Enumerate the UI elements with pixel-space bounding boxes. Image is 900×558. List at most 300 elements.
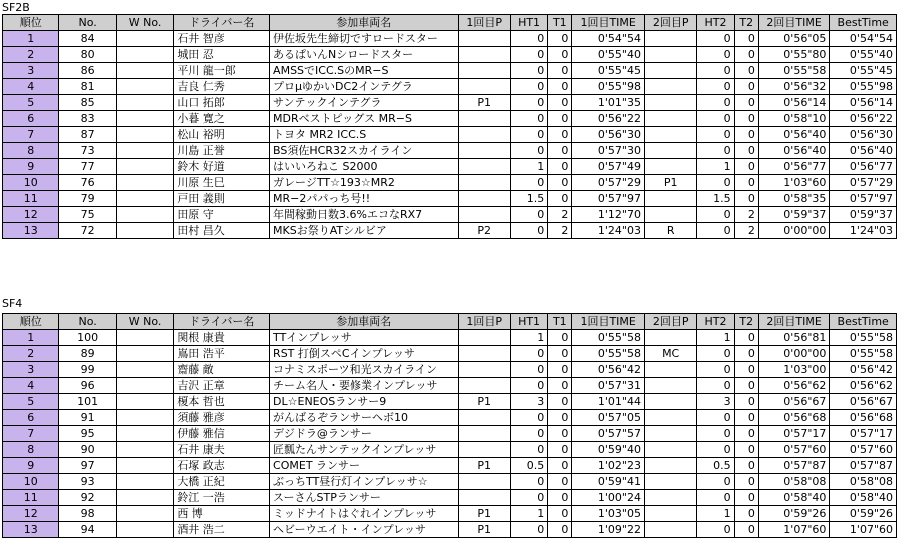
car-name-cell: ミッドナイトはぐれインプレッサ (270, 506, 458, 522)
w-number-cell (116, 378, 173, 394)
p2-cell (644, 31, 696, 47)
header-p1: 1回目P (458, 15, 510, 31)
t1-cell: 2 (548, 207, 572, 223)
t1-cell: 0 (548, 346, 572, 362)
t1-cell: 0 (548, 31, 572, 47)
driver-name-cell: 榎本 哲也 (174, 394, 270, 410)
number-cell: 97 (59, 458, 116, 474)
time1-cell: 0'56"22 (572, 111, 645, 127)
table-row (3, 378, 897, 394)
w-number-cell (116, 159, 173, 175)
rank-cell: 3 (3, 63, 59, 79)
number-cell: 100 (59, 330, 116, 346)
car-name-cell: DL☆ENEOSランサー9 (270, 394, 458, 410)
table-row (3, 191, 897, 207)
car-name-cell: デジドラ@ランサー (270, 426, 458, 442)
w-number-cell (116, 223, 173, 239)
p2-cell (644, 378, 696, 394)
t2-cell: 0 (734, 79, 758, 95)
t1-cell: 0 (548, 127, 572, 143)
p1-cell (458, 426, 510, 442)
ht1-cell: 3 (510, 394, 547, 410)
p1-cell: P1 (458, 522, 510, 538)
ht1-cell: 1 (510, 506, 547, 522)
time2-cell: 0'57"60 (758, 442, 830, 458)
p2-cell (644, 95, 696, 111)
header-t2: T2 (734, 314, 758, 330)
header-row (3, 15, 897, 31)
number-cell: 101 (59, 394, 116, 410)
t2-cell: 0 (734, 63, 758, 79)
p2-cell (644, 47, 696, 63)
p1-cell (458, 207, 510, 223)
time1-cell: 0'55"58 (572, 346, 645, 362)
p2-cell (644, 490, 696, 506)
time1-cell: 0'57"57 (572, 426, 645, 442)
driver-name-cell: 齋藤 敵 (174, 362, 270, 378)
time1-cell: 0'57"97 (572, 191, 645, 207)
p1-cell (458, 127, 510, 143)
ht2-cell: 0 (697, 223, 734, 239)
best-time-cell: 0'56"68 (830, 410, 897, 426)
t2-cell: 0 (734, 426, 758, 442)
w-number-cell (116, 143, 173, 159)
ht2-cell: 1.5 (697, 191, 734, 207)
results-table-sf2b (2, 14, 897, 239)
t1-cell: 0 (548, 362, 572, 378)
t2-cell: 0 (734, 410, 758, 426)
header-w-number: W No. (116, 314, 173, 330)
w-number-cell (116, 458, 173, 474)
best-time-cell: 0'56"77 (830, 159, 897, 175)
t2-cell: 0 (734, 111, 758, 127)
table-row (3, 362, 897, 378)
number-cell: 95 (59, 426, 116, 442)
number-cell: 89 (59, 346, 116, 362)
ht1-cell: 0 (510, 143, 547, 159)
p1-cell (458, 378, 510, 394)
p2-cell (644, 394, 696, 410)
driver-name-cell: 嶌田 浩平 (174, 346, 270, 362)
header-t1: T1 (548, 314, 572, 330)
p1-cell (458, 442, 510, 458)
time2-cell: 0'56"77 (758, 159, 830, 175)
t1-cell: 2 (548, 223, 572, 239)
p2-cell (644, 330, 696, 346)
table-row (3, 330, 897, 346)
t1-cell: 0 (548, 47, 572, 63)
t1-cell: 0 (548, 426, 572, 442)
ht1-cell: 0 (510, 175, 547, 191)
ht1-cell: 0.5 (510, 458, 547, 474)
ht2-cell: 0 (697, 143, 734, 159)
rank-cell: 8 (3, 143, 59, 159)
t2-cell: 0 (734, 506, 758, 522)
driver-name-cell: 戸田 義則 (174, 191, 270, 207)
p1-cell: P1 (458, 394, 510, 410)
time2-cell: 0'58"35 (758, 191, 830, 207)
number-cell: 96 (59, 378, 116, 394)
number-cell: 75 (59, 207, 116, 223)
table-row (3, 207, 897, 223)
ht1-cell: 0 (510, 474, 547, 490)
ht2-cell: 0 (697, 111, 734, 127)
car-name-cell: MKSお祭りATシルビア (270, 223, 458, 239)
best-time-cell: 1'24"03 (830, 223, 897, 239)
t1-cell: 0 (548, 63, 572, 79)
ht1-cell: 0 (510, 79, 547, 95)
p2-cell (644, 127, 696, 143)
car-name-cell: はいいろねこ S2000 (270, 159, 458, 175)
number-cell: 92 (59, 490, 116, 506)
results-table-sf4 (2, 313, 897, 538)
table-row (3, 346, 897, 362)
best-time-cell: 0'59"26 (830, 506, 897, 522)
time1-cell: 0'57"31 (572, 378, 645, 394)
p1-cell (458, 490, 510, 506)
p1-cell (458, 346, 510, 362)
best-time-cell: 0'58"08 (830, 474, 897, 490)
number-cell: 73 (59, 143, 116, 159)
w-number-cell (116, 394, 173, 410)
time1-cell: 0'55"40 (572, 47, 645, 63)
best-time-cell: 0'57"17 (830, 426, 897, 442)
best-time-cell: 0'58"40 (830, 490, 897, 506)
t1-cell: 0 (548, 458, 572, 474)
header-best-time: BestTime (830, 314, 897, 330)
rank-cell: 13 (3, 223, 59, 239)
rank-cell: 4 (3, 378, 59, 394)
p1-cell: P1 (458, 95, 510, 111)
ht1-cell: 0 (510, 63, 547, 79)
time1-cell: 0'55"45 (572, 63, 645, 79)
car-name-cell: サンテックインテグラ (270, 95, 458, 111)
time1-cell: 0'56"42 (572, 362, 645, 378)
table-row (3, 410, 897, 426)
header-car-name: 参加車両名 (270, 15, 458, 31)
driver-name-cell: 平川 龍一郎 (174, 63, 270, 79)
driver-name-cell: 須藤 雅彦 (174, 410, 270, 426)
ht2-cell: 0 (697, 410, 734, 426)
ht2-cell: 0 (697, 442, 734, 458)
rank-cell: 3 (3, 362, 59, 378)
time2-cell: 0'56"62 (758, 378, 830, 394)
p1-cell (458, 63, 510, 79)
driver-name-cell: 石井 智彦 (174, 31, 270, 47)
header-rank: 順位 (3, 314, 59, 330)
t2-cell: 0 (734, 474, 758, 490)
ht1-cell: 0 (510, 127, 547, 143)
best-time-cell: 0'55"45 (830, 63, 897, 79)
w-number-cell (116, 346, 173, 362)
p2-cell (644, 458, 696, 474)
ht1-cell: 1 (510, 159, 547, 175)
table-row (3, 127, 897, 143)
time2-cell: 0'58"10 (758, 111, 830, 127)
time2-cell: 1'03"00 (758, 362, 830, 378)
t1-cell: 0 (548, 394, 572, 410)
car-name-cell: トヨタ MR2 ICC.S (270, 127, 458, 143)
ht2-cell: 0 (697, 31, 734, 47)
t2-cell: 0 (734, 362, 758, 378)
table-row (3, 490, 897, 506)
table-row (3, 458, 897, 474)
table-row (3, 31, 897, 47)
time1-cell: 0'54"54 (572, 31, 645, 47)
best-time-cell: 0'54"54 (830, 31, 897, 47)
p1-cell (458, 474, 510, 490)
table-row (3, 159, 897, 175)
time1-cell: 0'55"98 (572, 79, 645, 95)
number-cell: 84 (59, 31, 116, 47)
w-number-cell (116, 506, 173, 522)
p2-cell (644, 111, 696, 127)
rank-cell: 6 (3, 410, 59, 426)
w-number-cell (116, 330, 173, 346)
w-number-cell (116, 207, 173, 223)
ht1-cell: 1.5 (510, 191, 547, 207)
number-cell: 72 (59, 223, 116, 239)
time1-cell: 0'59"41 (572, 474, 645, 490)
driver-name-cell: 山口 拓郎 (174, 95, 270, 111)
w-number-cell (116, 426, 173, 442)
header-p2: 2回目P (644, 314, 696, 330)
t1-cell: 0 (548, 159, 572, 175)
header-p1: 1回目P (458, 314, 510, 330)
w-number-cell (116, 410, 173, 426)
p2-cell (644, 410, 696, 426)
time1-cell: 0'57"30 (572, 143, 645, 159)
time2-cell: 0'00"00 (758, 346, 830, 362)
table-row (3, 175, 897, 191)
time1-cell: 1'01"35 (572, 95, 645, 111)
ht1-cell: 0 (510, 111, 547, 127)
t2-cell: 0 (734, 143, 758, 159)
time1-cell: 1'09"22 (572, 522, 645, 538)
car-name-cell: ヘビーウエイト・インプレッサ (270, 522, 458, 538)
p2-cell (644, 63, 696, 79)
ht1-cell: 0 (510, 442, 547, 458)
number-cell: 87 (59, 127, 116, 143)
time2-cell: 1'03"60 (758, 175, 830, 191)
best-time-cell: 0'56"67 (830, 394, 897, 410)
driver-name-cell: 石井 康夫 (174, 442, 270, 458)
driver-name-cell: 関根 康貴 (174, 330, 270, 346)
w-number-cell (116, 442, 173, 458)
w-number-cell (116, 31, 173, 47)
time2-cell: 0'55"58 (758, 63, 830, 79)
p2-cell (644, 426, 696, 442)
header-time2: 2回目TIME (758, 314, 830, 330)
t2-cell: 2 (734, 207, 758, 223)
header-ht1: HT1 (510, 314, 547, 330)
time1-cell: 0'56"30 (572, 127, 645, 143)
rank-cell: 11 (3, 191, 59, 207)
time1-cell: 0'57"05 (572, 410, 645, 426)
car-name-cell: コナミスポーツ和光スカイライン (270, 362, 458, 378)
header-ht2: HT2 (697, 314, 734, 330)
p1-cell (458, 31, 510, 47)
time1-cell: 1'00"24 (572, 490, 645, 506)
header-number: No. (59, 314, 116, 330)
number-cell: 79 (59, 191, 116, 207)
ht2-cell: 0 (697, 79, 734, 95)
rank-cell: 11 (3, 490, 59, 506)
time2-cell: 0'00"00 (758, 223, 830, 239)
header-car-name: 参加車両名 (270, 314, 458, 330)
p2-cell (644, 474, 696, 490)
ht1-cell: 0 (510, 426, 547, 442)
ht2-cell: 0 (697, 95, 734, 111)
rank-cell: 10 (3, 474, 59, 490)
p1-cell (458, 159, 510, 175)
car-name-cell: COMET ランサー (270, 458, 458, 474)
number-cell: 91 (59, 410, 116, 426)
w-number-cell (116, 79, 173, 95)
ht1-cell: 0 (510, 31, 547, 47)
t1-cell: 0 (548, 522, 572, 538)
car-name-cell: 匠瓢たんサンテックインプレッサ (270, 442, 458, 458)
number-cell: 99 (59, 362, 116, 378)
w-number-cell (116, 191, 173, 207)
rank-cell: 12 (3, 207, 59, 223)
number-cell: 81 (59, 79, 116, 95)
ht2-cell: 0 (697, 426, 734, 442)
ht1-cell: 0 (510, 362, 547, 378)
car-name-cell: RST 打倒スペCインプレッサ (270, 346, 458, 362)
time2-cell: 1'07"60 (758, 522, 830, 538)
header-best-time: BestTime (830, 15, 897, 31)
rank-cell: 5 (3, 394, 59, 410)
ht2-cell: 0 (697, 207, 734, 223)
header-w-number: W No. (116, 15, 173, 31)
rank-cell: 10 (3, 175, 59, 191)
ht2-cell: 0 (697, 175, 734, 191)
ht1-cell: 0 (510, 346, 547, 362)
t2-cell: 2 (734, 223, 758, 239)
driver-name-cell: 川原 生巳 (174, 175, 270, 191)
table-row (3, 79, 897, 95)
w-number-cell (116, 522, 173, 538)
time1-cell: 1'24"03 (572, 223, 645, 239)
t1-cell: 0 (548, 330, 572, 346)
ht2-cell: 0 (697, 378, 734, 394)
p2-cell: R (644, 223, 696, 239)
ht2-cell: 0 (697, 474, 734, 490)
time2-cell: 0'56"40 (758, 143, 830, 159)
time1-cell: 0'57"49 (572, 159, 645, 175)
best-time-cell: 0'56"40 (830, 143, 897, 159)
t2-cell: 0 (734, 95, 758, 111)
ht2-cell: 0 (697, 362, 734, 378)
header-time2: 2回目TIME (758, 15, 830, 31)
p2-cell (644, 191, 696, 207)
rank-cell: 2 (3, 47, 59, 63)
driver-name-cell: 田原 守 (174, 207, 270, 223)
ht2-cell: 0 (697, 346, 734, 362)
ht1-cell: 0 (510, 410, 547, 426)
rank-cell: 8 (3, 442, 59, 458)
table-row (3, 63, 897, 79)
best-time-cell: 0'56"30 (830, 127, 897, 143)
best-time-cell: 0'56"62 (830, 378, 897, 394)
p2-cell (644, 207, 696, 223)
number-cell: 80 (59, 47, 116, 63)
time1-cell: 0'55"58 (572, 330, 645, 346)
car-name-cell: スーさんSTPランサー (270, 490, 458, 506)
time2-cell: 0'56"14 (758, 95, 830, 111)
driver-name-cell: 伊藤 雅信 (174, 426, 270, 442)
w-number-cell (116, 127, 173, 143)
driver-name-cell: 西 博 (174, 506, 270, 522)
car-name-cell: チーム名人・要修業インプレッサ (270, 378, 458, 394)
ht2-cell: 1 (697, 330, 734, 346)
t1-cell: 0 (548, 95, 572, 111)
ht2-cell: 0 (697, 522, 734, 538)
table-row (3, 522, 897, 538)
header-p2: 2回目P (644, 15, 696, 31)
best-time-cell: 0'56"14 (830, 95, 897, 111)
w-number-cell (116, 175, 173, 191)
rank-cell: 7 (3, 426, 59, 442)
t2-cell: 0 (734, 31, 758, 47)
table-row (3, 426, 897, 442)
number-cell: 86 (59, 63, 116, 79)
best-time-cell: 0'59"37 (830, 207, 897, 223)
p2-cell (644, 79, 696, 95)
p1-cell (458, 191, 510, 207)
table-row (3, 506, 897, 522)
t2-cell: 0 (734, 346, 758, 362)
time2-cell: 0'57"17 (758, 426, 830, 442)
car-name-cell: TTインプレッサ (270, 330, 458, 346)
header-number: No. (59, 15, 116, 31)
t1-cell: 0 (548, 490, 572, 506)
t2-cell: 0 (734, 458, 758, 474)
table-row (3, 111, 897, 127)
p1-cell (458, 143, 510, 159)
driver-name-cell: 川島 正誉 (174, 143, 270, 159)
w-number-cell (116, 474, 173, 490)
t2-cell: 0 (734, 394, 758, 410)
p1-cell (458, 362, 510, 378)
number-cell: 93 (59, 474, 116, 490)
best-time-cell: 1'07"60 (830, 522, 897, 538)
t1-cell: 0 (548, 111, 572, 127)
t1-cell: 0 (548, 506, 572, 522)
t1-cell: 0 (548, 79, 572, 95)
driver-name-cell: 松山 裕明 (174, 127, 270, 143)
rank-cell: 7 (3, 127, 59, 143)
t1-cell: 0 (548, 378, 572, 394)
rank-cell: 13 (3, 522, 59, 538)
car-name-cell: 年間稼動日数3.6%エコなRX7 (270, 207, 458, 223)
section-title-sf2b: SF2B (2, 1, 30, 14)
ht1-cell: 0 (510, 223, 547, 239)
p2-cell (644, 159, 696, 175)
t1-cell: 0 (548, 143, 572, 159)
driver-name-cell: 石塚 政志 (174, 458, 270, 474)
p1-cell (458, 111, 510, 127)
driver-name-cell: 鈴木 好道 (174, 159, 270, 175)
header-time1: 1回目TIME (572, 314, 645, 330)
car-name-cell: あるぱいんNシロードスター (270, 47, 458, 63)
t2-cell: 0 (734, 490, 758, 506)
header-ht1: HT1 (510, 15, 547, 31)
w-number-cell (116, 490, 173, 506)
time1-cell: 1'03"05 (572, 506, 645, 522)
w-number-cell (116, 95, 173, 111)
